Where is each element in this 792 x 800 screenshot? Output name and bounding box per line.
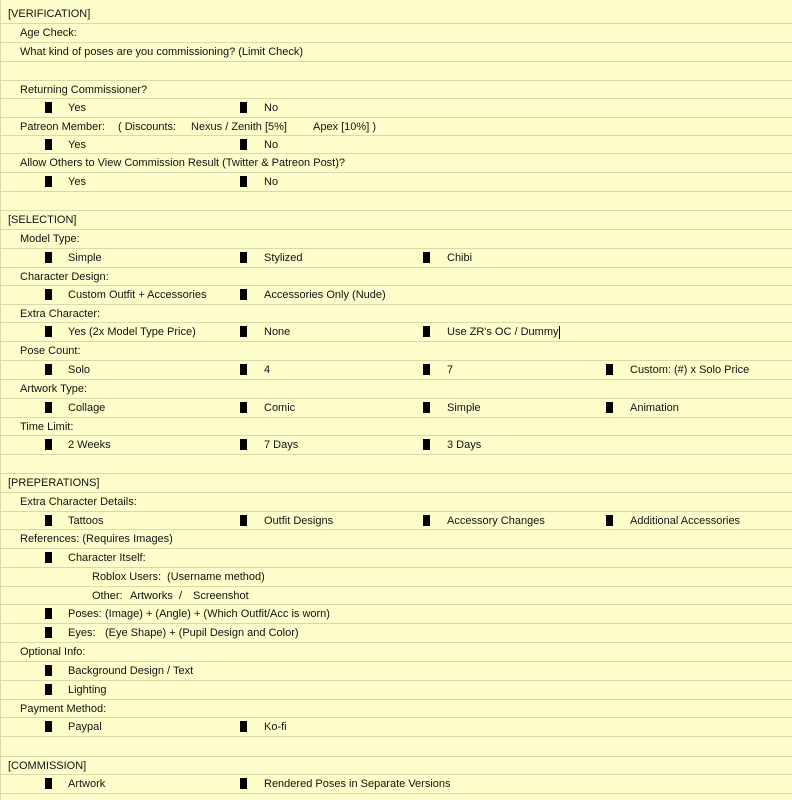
extra-options-row: [0, 323, 792, 342]
eyes-value: (Eye Shape) + (Pupil Design and Color): [105, 627, 299, 639]
blank-row[interactable]: [0, 794, 792, 800]
option-label: Simple: [68, 252, 102, 264]
option-label: Custom Outfit + Accessories: [68, 289, 207, 301]
option-label: Accessory Changes: [447, 515, 545, 527]
artwork-type-row: [0, 380, 792, 399]
checkbox-detail-outfit[interactable]: [240, 515, 247, 526]
model-type-label: Model Type:: [20, 233, 80, 245]
checkbox-artwork-simple[interactable]: [423, 402, 430, 413]
roblox-label: Roblox Users:: [92, 571, 162, 583]
age-check-label: Age Check:: [20, 27, 77, 39]
option-label: Stylized: [264, 252, 303, 264]
option-label: Tattoos: [68, 515, 104, 527]
section-header: [COMMISSION]: [8, 760, 87, 772]
poses-row: [0, 605, 792, 624]
option-label: No: [264, 139, 279, 151]
checkbox-payment-kofi[interactable]: [240, 721, 247, 732]
artwork-options-row: [0, 399, 792, 418]
pose-count-row: [0, 342, 792, 361]
blank-row[interactable]: [0, 62, 792, 81]
option-label: Chibi: [447, 252, 473, 264]
option-label: Yes: [68, 176, 86, 188]
checkbox-patreon-no[interactable]: [240, 139, 247, 150]
option-label: Comic: [264, 402, 296, 414]
section-header: [VERIFICATION]: [8, 8, 91, 20]
optional-background-row: [0, 662, 792, 681]
option-label: Custom: (#) x Solo Price: [630, 364, 750, 376]
checkbox-allow-no[interactable]: [240, 176, 247, 187]
checkbox-time-2-weeks[interactable]: [45, 439, 52, 450]
selection-header-row: [0, 211, 792, 230]
option-label: 7: [447, 364, 454, 376]
references-row: [0, 530, 792, 549]
character-design-row: [0, 268, 792, 286]
checkbox-model-stylized[interactable]: [240, 252, 247, 263]
roblox-value: (Username method): [167, 571, 265, 583]
blank-row[interactable]: [0, 737, 792, 757]
time-limit-row: [0, 418, 792, 436]
option-label: Collage: [68, 402, 106, 414]
checkbox-poses[interactable]: [45, 608, 52, 619]
other-label: Other:: [92, 590, 123, 602]
roblox-row: [0, 568, 792, 587]
section-header: [SELECTION]: [8, 214, 77, 226]
checkbox-payment-paypal[interactable]: [45, 721, 52, 732]
extra-character-row: [0, 305, 792, 323]
checkbox-artwork-collage[interactable]: [45, 402, 52, 413]
checkbox-extra-yes[interactable]: [45, 326, 52, 337]
pose-options-row: [0, 361, 792, 380]
pose-count-label: Pose Count:: [20, 345, 81, 357]
option-label: Simple: [447, 402, 481, 414]
model-options-row: [0, 249, 792, 268]
checkbox-pose-4[interactable]: [240, 364, 247, 375]
optional-info-row: [0, 643, 792, 662]
time-options-row: [0, 436, 792, 455]
patreon-nexus-label: Nexus / Zenith [5%]: [191, 121, 287, 133]
checkbox-detail-tattoos[interactable]: [45, 515, 52, 526]
checkbox-detail-additional[interactable]: [606, 515, 613, 526]
allow-options-row: [0, 173, 792, 192]
poses-question-label: What kind of poses are you commissioning? (Limit Check): [20, 46, 304, 58]
optional-lighting-row: [0, 681, 792, 700]
checkbox-lighting[interactable]: [45, 684, 52, 695]
checkbox-detail-accessory-changes[interactable]: [423, 515, 430, 526]
option-label: Solo: [68, 364, 91, 376]
payment-method-label: Payment Method:: [20, 703, 107, 715]
age-check-row[interactable]: [0, 24, 792, 43]
payment-method-row: [0, 700, 792, 718]
checkbox-pose-solo[interactable]: [45, 364, 52, 375]
option-label: Rendered Poses in Separate Versions: [264, 778, 451, 790]
character-itself-row: [0, 549, 792, 568]
returning-label: Returning Commissioner?: [20, 84, 148, 96]
checkbox-eyes[interactable]: [45, 627, 52, 638]
poses-label: Poses:: [68, 608, 102, 620]
blank-row[interactable]: [0, 455, 792, 474]
extra-details-row: [0, 493, 792, 512]
checkbox-artwork-comic[interactable]: [240, 402, 247, 413]
other-screenshot: Screenshot: [193, 590, 249, 602]
checkbox-model-chibi[interactable]: [423, 252, 430, 263]
option-label-editing[interactable]: Use ZR's OC / Dummy: [447, 326, 559, 338]
option-label: Artwork: [68, 778, 106, 790]
commission-options-row: [0, 775, 792, 794]
optional-info-label: Optional Info:: [20, 646, 86, 658]
artwork-type-label: Artwork Type:: [20, 383, 88, 395]
other-artworks: Artworks: [130, 590, 173, 602]
option-label: 4: [264, 364, 271, 376]
eyes-label: Eyes:: [68, 627, 96, 639]
verification-header-row: [0, 5, 792, 24]
payment-options-row: [0, 718, 792, 737]
extra-character-label: Extra Character:: [20, 308, 101, 320]
option-label: Animation: [630, 402, 679, 414]
checkbox-model-simple[interactable]: [45, 252, 52, 263]
checkbox-background-design[interactable]: [45, 665, 52, 676]
section-header: [PREPERATIONS]: [8, 477, 100, 489]
option-label: Accessories Only (Nude): [264, 289, 386, 301]
checkbox-time-7-days[interactable]: [240, 439, 247, 450]
checkbox-design-custom[interactable]: [45, 289, 52, 300]
eyes-row: [0, 624, 792, 643]
checkbox-patreon-yes[interactable]: [45, 139, 52, 150]
checkbox-returning-yes[interactable]: [45, 102, 52, 113]
patreon-label: Patreon Member:: [20, 121, 105, 133]
option-label: Paypal: [68, 721, 102, 733]
model-type-row: [0, 230, 792, 249]
references-label: References: (Requires Images): [20, 533, 173, 545]
checkbox-pose-custom[interactable]: [606, 364, 613, 375]
checkbox-returning-no[interactable]: [240, 102, 247, 113]
checkbox-artwork-animation[interactable]: [606, 402, 613, 413]
option-label: No: [264, 102, 279, 114]
poses-question-row[interactable]: [0, 43, 792, 62]
design-options-row: [0, 286, 792, 305]
option-label: Character Itself:: [68, 552, 146, 564]
allow-label: Allow Others to View Commission Result (Twitter & Patreon Post)?: [20, 157, 346, 169]
option-label: Yes: [68, 102, 86, 114]
patreon-apex-label: Apex [10%] ): [313, 121, 376, 133]
patreon-row: [0, 118, 792, 136]
allow-row: [0, 154, 792, 173]
option-label: No: [264, 176, 279, 188]
option-label: Ko-fi: [264, 721, 287, 733]
option-label: Yes (2x Model Type Price): [68, 326, 196, 338]
option-label: 2 Weeks: [68, 439, 111, 451]
option-label: Yes: [68, 139, 86, 151]
returning-row: [0, 81, 792, 99]
checkbox-commission-rendered[interactable]: [240, 778, 247, 789]
detail-options-row: [0, 512, 792, 530]
poses-value: (Image) + (Angle) + (Which Outfit/Acc is worn): [105, 608, 330, 620]
left-border: [0, 0, 1, 800]
option-label: 7 Days: [264, 439, 299, 451]
option-label: Background Design / Text: [68, 665, 194, 677]
checkbox-time-3-days[interactable]: [423, 439, 430, 450]
time-limit-label: Time Limit:: [20, 421, 74, 433]
checkbox-character-itself[interactable]: [45, 552, 52, 563]
other-separator: /: [179, 590, 183, 602]
option-label: Lighting: [68, 684, 107, 696]
checkbox-allow-yes[interactable]: [45, 176, 52, 187]
blank-row[interactable]: [0, 192, 792, 211]
other-row: [0, 587, 792, 605]
option-label: 3 Days: [447, 439, 482, 451]
option-label: Additional Accessories: [630, 515, 741, 527]
extra-details-label: Extra Character Details:: [20, 496, 137, 508]
option-label: None: [264, 326, 291, 338]
patreon-options-row: [0, 136, 792, 154]
patreon-discounts-label: ( Discounts:: [118, 121, 177, 133]
checkbox-extra-none[interactable]: [240, 326, 247, 337]
checkbox-design-accessories[interactable]: [240, 289, 247, 300]
checkbox-pose-7[interactable]: [423, 364, 430, 375]
preparations-header-row: [0, 474, 792, 493]
character-design-label: Character Design:: [20, 271, 109, 283]
returning-options-row: [0, 99, 792, 118]
commission-header-row: [0, 757, 792, 775]
option-label: Outfit Designs: [264, 515, 334, 527]
checkbox-commission-artwork[interactable]: [45, 778, 52, 789]
checkbox-extra-oc[interactable]: [423, 326, 430, 337]
